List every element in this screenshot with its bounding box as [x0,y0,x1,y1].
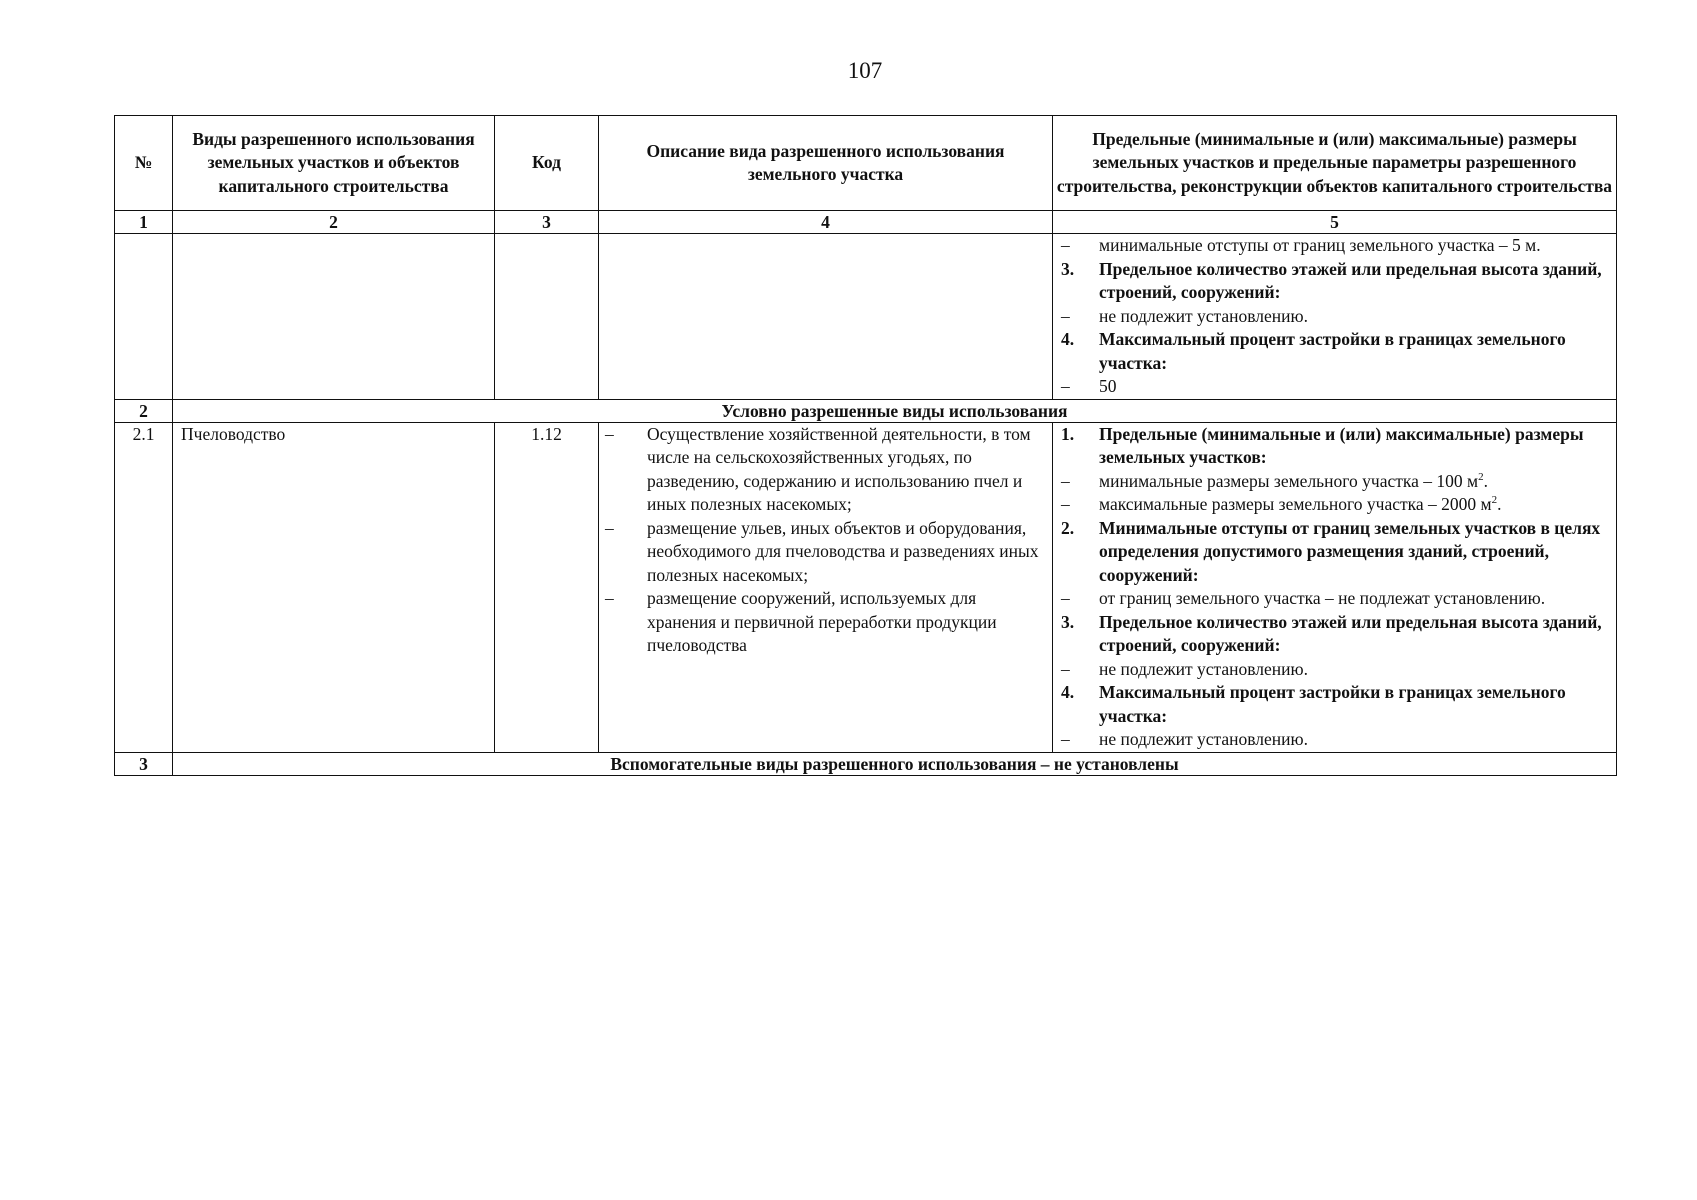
table-row-beekeeping [115,422,1617,752]
continuation-row [115,234,1617,400]
use-type-name: Пчеловодство [173,422,495,752]
empty-cell [495,234,599,400]
section-title: Условно разрешенные виды использования [173,399,1617,422]
section-row-auxiliary [115,752,1617,775]
description-cell [599,422,1053,752]
param-heading-text: Максимальный процент застройки в границах земельного участка: [1099,329,1566,373]
param-item [1057,305,1612,329]
param-heading [1057,423,1612,470]
superscript: 2 [1491,494,1498,507]
param-heading [1057,258,1612,305]
dash-marker: – [1061,729,1070,749]
dash-marker: – [605,517,614,538]
header-description: Описание вида разрешенного использования земельного участка [599,116,1053,211]
param-heading [1057,611,1612,658]
description-text: Осуществление хозяйственной деятельности, в том числе на сельскохозяйственных угодьях, по разведению, содержанию и использованию пчел и иных полезных насекомых; [647,423,1031,514]
param-heading-text: Предельное количество этажей или предельная высота зданий, строений, сооружений: [1099,611,1602,655]
empty-cell [599,234,1053,400]
description-item [603,517,1048,588]
section-number: 3 [115,752,173,775]
param-item [1057,234,1612,258]
dash-marker: – [1061,494,1070,514]
section-row-conditional [115,399,1617,422]
param-item [1057,728,1612,752]
column-number: 3 [495,211,599,234]
param-heading-text: Максимальный процент застройки в границах земельного участка: [1099,682,1566,726]
superscript: 2 [1478,470,1484,483]
description-text: размещение ульев, иных объектов и оборудования, необходимого для пчеловодства и разведениях иных полезных насекомых; [647,517,1039,585]
param-tail: . [1497,494,1502,514]
header-use-type: Виды разрешенного использования земельных участков и объектов капитального строительства [173,116,495,211]
dash-marker: – [1061,376,1070,396]
number-marker: 3. [1061,258,1075,279]
use-code: 1.12 [495,422,599,752]
param-item [1057,470,1612,494]
continuation-params-cell [1053,234,1617,400]
param-text: не подлежит установлению. [1099,658,1308,679]
dash-marker: – [1061,470,1070,491]
param-item [1057,658,1612,682]
number-marker: 2. [1061,517,1075,538]
dash-marker: – [1061,658,1070,679]
description-item [603,587,1048,658]
param-heading [1057,328,1612,375]
dash-marker: – [1061,305,1070,326]
number-marker: 1. [1061,423,1075,444]
param-tail: . [1483,470,1488,491]
header-code: Код [495,116,599,211]
param-text: минимальные отступы от границ земельного участка – 5 м. [1099,235,1541,255]
header-parameters: Предельные (минимальные и (или) максимальные) размеры земельных участков и предельные параметры разрешенного строительства, реконструкции объектов капитального строительства [1053,116,1617,211]
column-number: 4 [599,211,1053,234]
zoning-table [114,115,1617,776]
param-heading [1057,681,1612,728]
param-text [1099,470,1612,494]
section-number: 2 [115,399,173,422]
param-heading-text: Предельное количество этажей или предельная высота зданий, строений, сооружений: [1099,258,1602,302]
param-item [1057,493,1612,517]
param-text: не подлежит установлению. [1099,729,1308,749]
param-value: минимальные размеры земельного участка – 100 м [1099,470,1479,491]
number-marker: 4. [1061,682,1075,702]
dash-marker: – [1061,588,1070,608]
param-value: максимальные размеры земельного участка – 2000 м [1099,494,1492,514]
param-heading-text: Минимальные отступы от границ земельных участков в целях определения допустимого размещения зданий, строений, сооружений: [1099,517,1601,585]
column-number: 1 [115,211,173,234]
description-text: размещение сооружений, используемых для хранения и первичной переработки продукции пчеловодства [647,588,997,655]
dash-marker: – [1061,235,1070,255]
empty-cell [115,234,173,400]
header-number: № [115,116,173,211]
number-marker: 3. [1061,611,1075,632]
param-text [1099,493,1612,517]
param-heading [1057,517,1612,588]
dash-marker: – [605,423,614,444]
param-text: не подлежит установлению. [1099,305,1308,326]
number-marker: 4. [1061,329,1075,349]
param-text: от границ земельного участка – не подлежат установлению. [1099,588,1546,608]
params-cell [1053,422,1617,752]
column-number-row [115,211,1617,234]
row-number: 2.1 [115,422,173,752]
section-title: Вспомогательные виды разрешенного использования – не установлены [173,752,1617,775]
param-heading-text: Предельные (минимальные и (или) максимальные) размеры земельных участков: [1099,423,1584,467]
dash-marker: – [605,588,614,608]
param-item [1057,587,1612,611]
empty-cell [173,234,495,400]
column-number: 5 [1053,211,1617,234]
header-row [115,116,1617,211]
param-text: 50 [1099,376,1117,396]
description-item [603,423,1048,517]
column-number: 2 [173,211,495,234]
page-number: 107 [847,58,883,83]
param-item [1057,375,1612,399]
